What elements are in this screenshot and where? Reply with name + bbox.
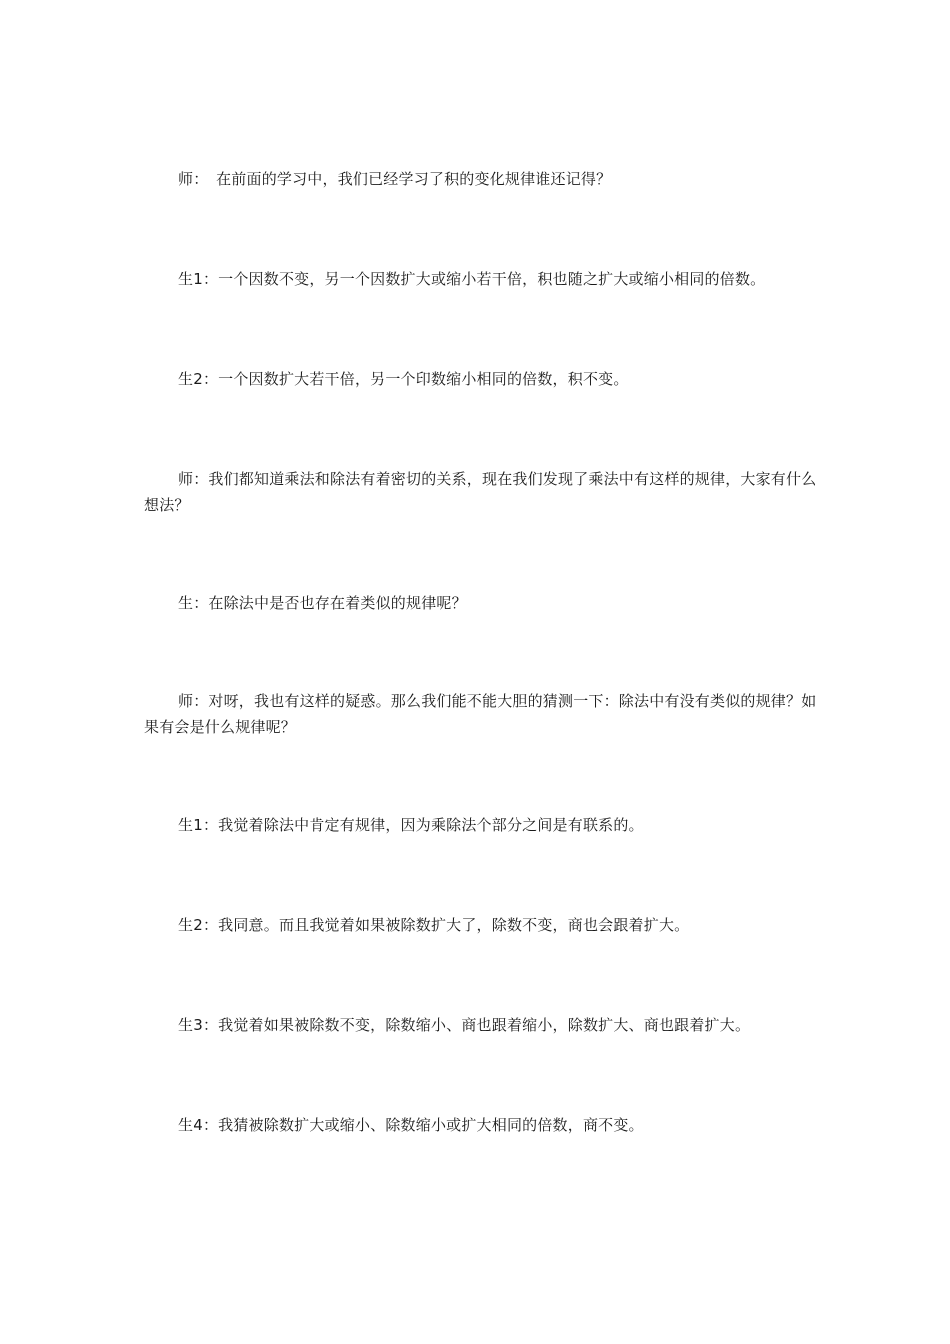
paragraph-student-2: 生2：一个因数扩大若干倍，另一个印数缩小相同的倍数，积不变。 [178,370,629,388]
paragraph-student-3: 生：在除法中是否也存在着类似的规律呢？ [178,594,467,612]
paragraph-teacher-2: 师：我们都知道乘法和除法有着密切的关系，现在我们发现了乘法中有这样的规律，大家有什么想法？ [144,470,817,514]
paragraph-student-6: 生3：我觉着如果被除数不变，除数缩小、商也跟着缩小，除数扩大、商也跟着扩大。 [178,1016,751,1034]
paragraph-teacher-3: 师：对呀，我也有这样的疑惑。那么我们能不能大胆的猜测一下：除法中有没有类似的规律？如果有会是什么规律呢？ [144,692,817,736]
paragraph-student-4: 生1：我觉着除法中肯定有规律，因为乘除法个部分之间是有联系的。 [178,816,644,834]
paragraph-student-7: 生4：我猜被除数扩大或缩小、除数缩小或扩大相同的倍数，商不变。 [178,1116,644,1134]
paragraph-teacher-1: 师： 在前面的学习中，我们已经学习了积的变化规律谁还记得？ [178,170,612,188]
paragraph-student-5: 生2：我同意。而且我觉着如果被除数扩大了，除数不变，商也会跟着扩大。 [178,916,690,934]
paragraph-student-1: 生1：一个因数不变，另一个因数扩大或缩小若干倍，积也随之扩大或缩小相同的倍数。 [178,270,766,288]
